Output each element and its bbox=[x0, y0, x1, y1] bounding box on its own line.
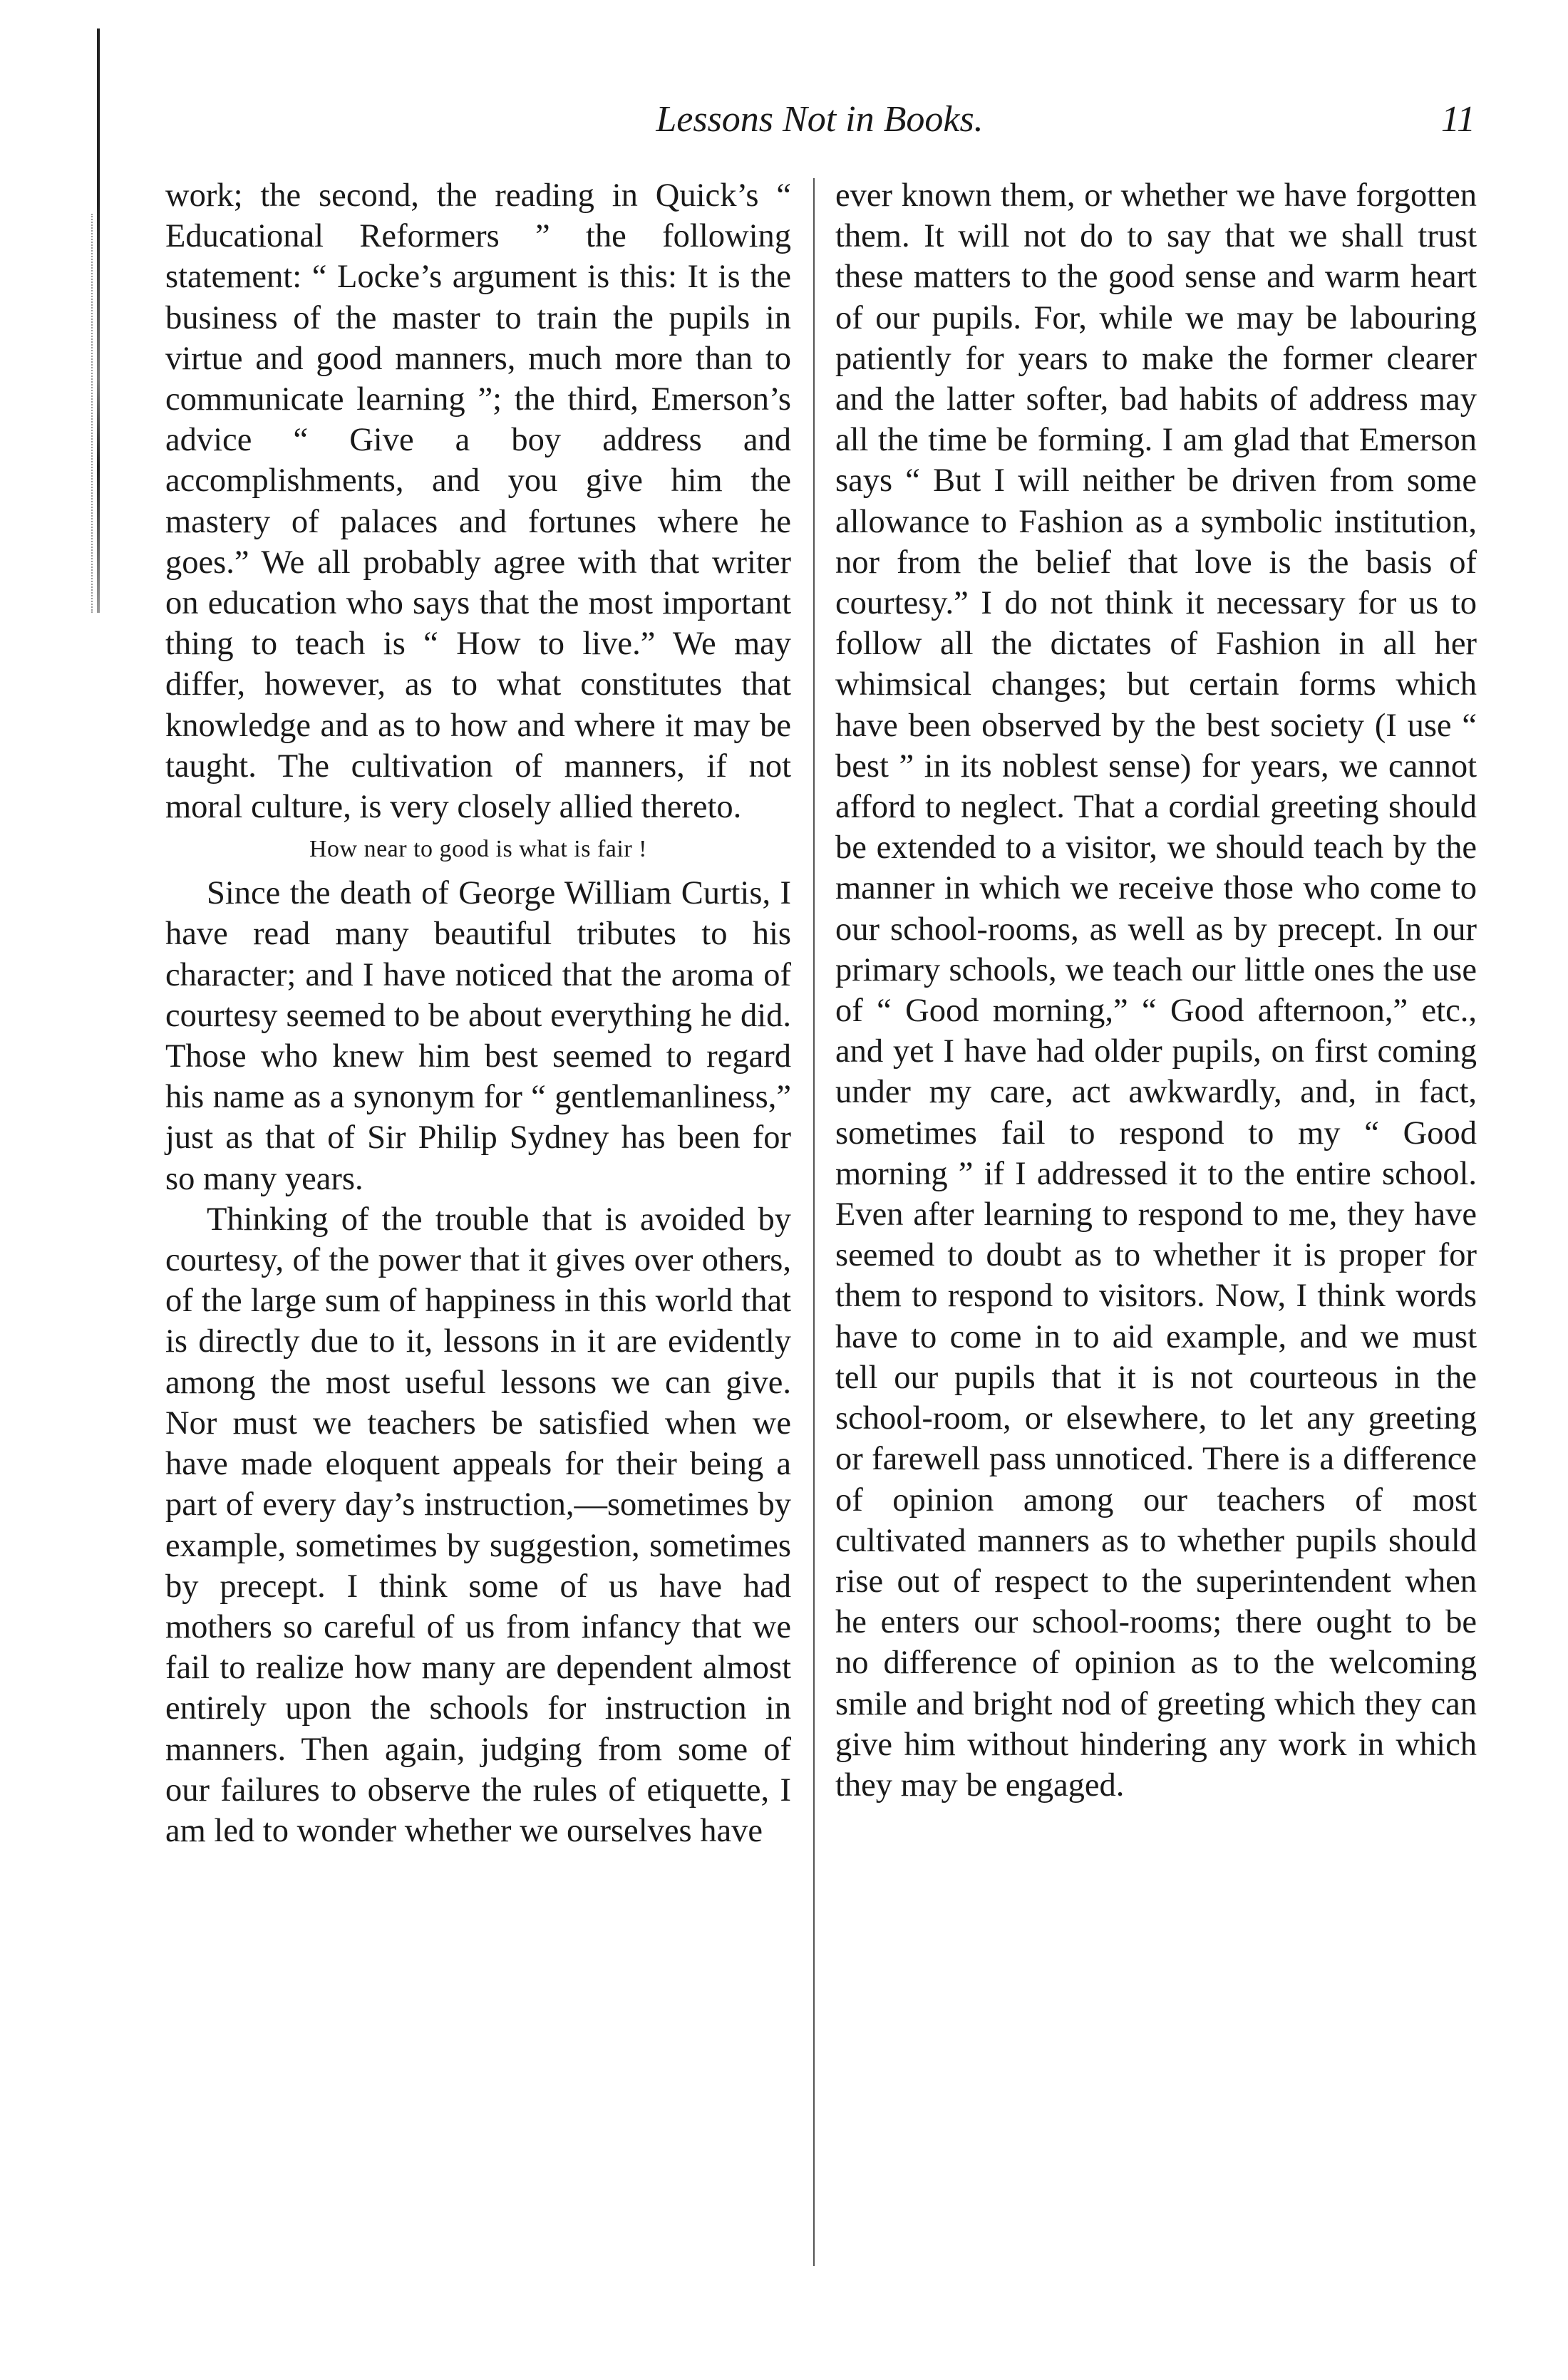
column-divider bbox=[813, 178, 815, 2266]
section-subheading: How near to good is what is fair ! bbox=[309, 836, 647, 863]
page-number: 11 bbox=[1440, 99, 1475, 140]
left-column bbox=[165, 175, 791, 1851]
page-header bbox=[164, 91, 1475, 148]
binding-edge-shadow bbox=[97, 29, 100, 613]
left-paragraph-1: work; the second, the reading in Quick’s “ Educational Reformers ” the following statement: “ Locke’s argument is this: It is the business of the master to train the pupils in virtue and good manners, much more than to communicate learning ”; the third, Emerson’s advice “ Give a boy address and accomplishments, and you give him the mastery of palaces and fortunes where he goes.” We all probably agree with that writer on education who says that the most important thing to teach is “ How to live.” We may differ, however, as to what constitutes that knowledge and as to how and where it may be taught. The cultivation of manners, if not moral culture, is very closely allied thereto. bbox=[165, 177, 791, 826]
binding-edge-dots bbox=[91, 214, 94, 613]
running-title: Lessons Not in Books. bbox=[656, 99, 984, 140]
left-paragraph-3: Thinking of the trouble that is avoided by courtesy, of the power that it gives over others, of the large sum of happiness in this world that is directly due to it, lessons in it are evidently among the most useful lessons we can give. Nor must we teachers be satisfied when we have made eloquent appeals for their being a part of every day’s instruction,—sometimes by example, sometimes by suggestion, sometimes by precept. I think some of us have had mothers so careful of us from infancy that we fail to realize how many are dependent almost entirely upon the schools for instruction in manners. Then again, judging from some of our failures to observe the rules of etiquette, I am led to wonder whether we ourselves have bbox=[165, 1201, 791, 1849]
right-column bbox=[835, 175, 1477, 1806]
right-paragraph-1: ever known them, or whether we have forgotten them. It will not do to say that we shall trust these matters to the good sense and warm heart of our pupils. For, while we may be labouring patiently for years to make the former clearer and the latter softer, bad habits of address may all the time be forming. I am glad that Emerson says “ But I will neither be driven from some allowance to Fashion as a symbolic institution, nor from the belief that love is the basis of courtesy.” I do not think it necessary for us to follow all the dictates of Fashion in all her whimsical changes; but certain forms which have been observed by the best society (I use “ best ” in its noblest sense) for years, we cannot afford to neglect. That a cordial greeting should be extended to a visitor, we should teach by the manner in which we receive those who come to our school-rooms, as well as by precept. In our primary schools, we teach our little ones the use of “ Good morning,” “ Good afternoon,” etc., and yet I have had older pupils, on first coming under my care, act awkwardly, and, in fact, sometimes fail to respond to my “ Good morning ” if I addressed it to the entire school. Even after learning to respond to me, they have seemed to doubt as to whether it is proper for them to respond to visitors. Now, I think words have to come in to aid example, and we must tell our pupils that it is not courteous in the school-room, or elsewhere, to let any greeting or farewell pass unnoticed. There is a difference of opinion among our teachers of most cultivated manners as to whether pupils should rise out of respect to the superintendent when he enters our school-rooms; there ought to be no difference of opinion as to the welcoming smile and bright nod of greeting which they can give him without hindering any work in which they may be engaged. bbox=[835, 177, 1477, 1804]
left-paragraph-2: Since the death of George William Curtis, I have read many beautiful tributes to his character; and I have noticed that the aroma of courtesy seemed to be about everything he did. Those who knew him best seemed to regard his name as a synonym for “ gentlemanliness,” just as that of Sir Philip Sydney has been for so many years. bbox=[165, 875, 791, 1197]
